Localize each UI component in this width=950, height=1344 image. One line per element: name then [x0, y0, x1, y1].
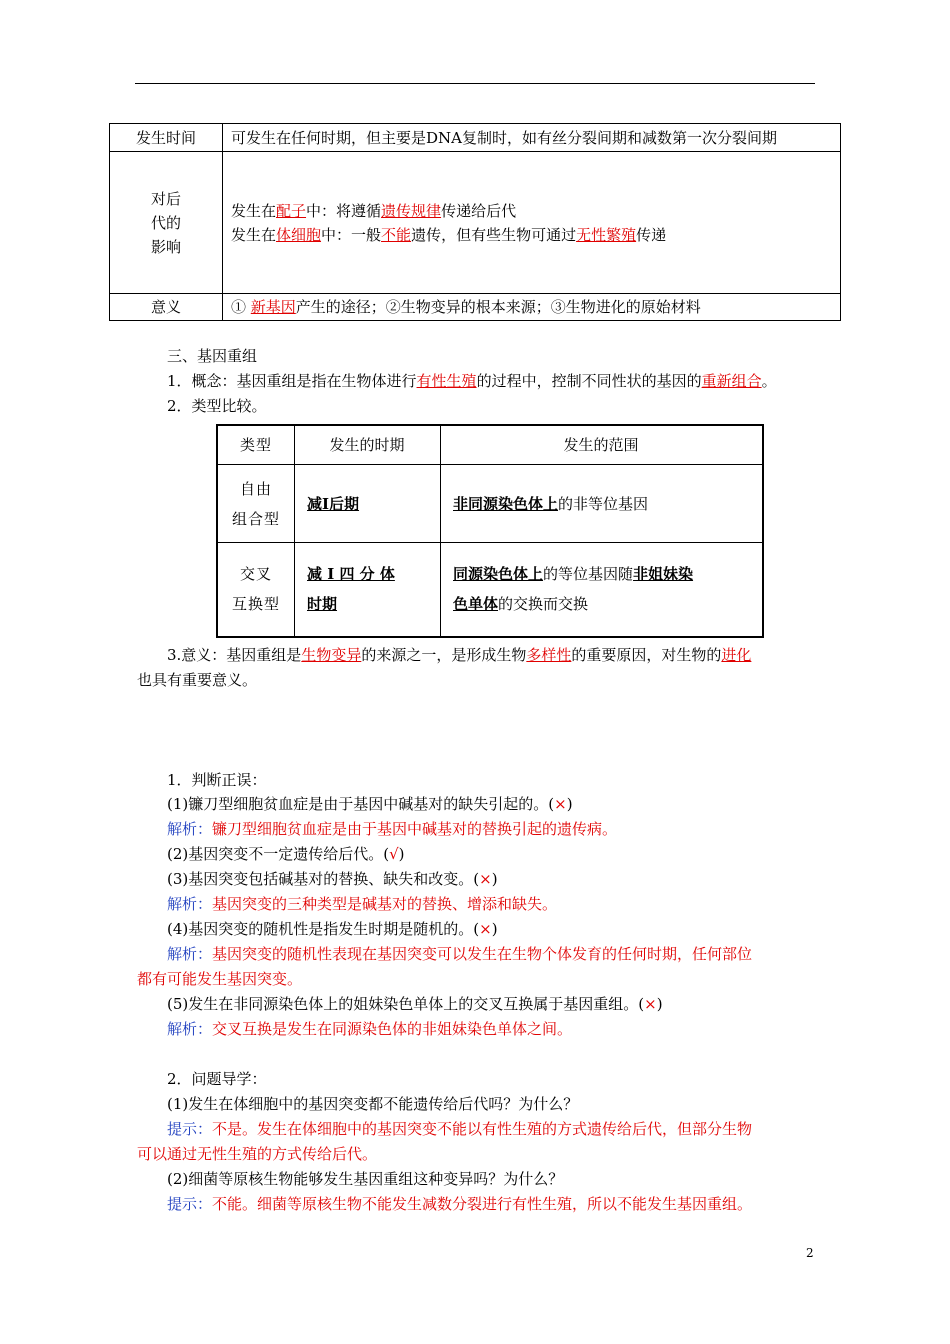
cell-value-time: 可发生在任何时期，但主要是DNA复制时，如有丝分裂间期和减数第一次分裂间期 [223, 124, 841, 152]
effect-line-gamete: 发生在配子中：将遵循遗传规律传递给后代 [231, 201, 517, 220]
header-type: 类型 [217, 425, 295, 465]
page-number: 2 [806, 1246, 814, 1260]
types-title: 2．类型比较。 [167, 397, 267, 415]
hint-2: 提示：不能。细菌等原核生物不能发生减数分裂进行有性生殖，所以不能发生基因重组。 [167, 1195, 753, 1213]
type-crossing-over: 交叉 互换型 [217, 543, 295, 637]
mutation-table [109, 123, 841, 321]
hint-1: 提示：不是。发生在体细胞中的基因突变不能以有性生殖的方式遗传给后代，但部分生物 [167, 1120, 753, 1138]
cell-label-effect: 对后 代的 影响 [110, 152, 223, 294]
recombination-table [216, 424, 764, 638]
cell-label-time: 发生时间 [110, 124, 223, 152]
effect-line-somatic: 发生在体细胞中：一般不能遗传，但有些生物可通过无性繁殖传递 [231, 225, 667, 244]
cell-value-meaning: ① 新基因产生的途径；②生物变异的根本来源；③生物进化的原始材料 [223, 294, 841, 321]
range-crossing-over: 同源染色体上的等位基因随非姐妹染 色单体的交换而交换 [441, 543, 764, 637]
cell-value-effect [223, 152, 841, 294]
question-5: (5)发生在非同源染色体上的姐妹染色单体上的交叉互换属于基因重组。(×) [167, 995, 663, 1013]
guide-question-2: (2)细菌等原核生物能够发生基因重组这种变异吗？为什么？ [167, 1170, 564, 1188]
analysis-3: 解析：基因突变的三种类型是碱基对的替换、增添和缺失。 [167, 895, 558, 913]
hint-1-cont: 可以通过无性生殖的方式传给后代。 [137, 1145, 378, 1163]
range-free-combination: 非同源染色体上的非等位基因 [441, 465, 764, 543]
exercise2-title: 2．问题导学： [167, 1070, 267, 1088]
question-4: (4)基因突变的随机性是指发生时期是随机的。(×) [167, 920, 498, 938]
analysis-5: 解析：交叉互换是发生在同源染色体的非姐妹染色单体之间。 [167, 1020, 573, 1038]
period-free-combination: 减Ⅰ后期 [295, 465, 441, 543]
analysis-1: 解析：镰刀型细胞贫血症是由于基因中碱基对的替换引起的遗传病。 [167, 820, 618, 838]
analysis-4-cont: 都有可能发生基因突变。 [137, 970, 303, 988]
header-range: 发生的范围 [441, 425, 764, 465]
meaning-line-2: 也具有重要意义。 [137, 671, 258, 689]
concept-line: 1．概念：基因重组是指在生物体进行有性生殖的过程中，控制不同性状的基因的重新组合。 [167, 372, 777, 390]
analysis-4: 解析：基因突变的随机性表现在基因突变可以发生在生物个体发育的任何时期，任何部位 [167, 945, 753, 963]
question-3: (3)基因突变包括碱基对的替换、缺失和改变。(×) [167, 870, 498, 888]
header-rule [135, 83, 815, 84]
guide-question-1: (1)发生在体细胞中的基因突变都不能遗传给后代吗？为什么？ [167, 1095, 579, 1113]
section-heading: 三、基因重组 [167, 347, 258, 365]
question-2: (2)基因突变不一定遗传给后代。(√) [167, 845, 405, 863]
period-crossing-over: 减 Ⅰ 四 分 体 时期 [295, 543, 441, 637]
cell-label-meaning: 意义 [110, 294, 223, 321]
header-period: 发生的时期 [295, 425, 441, 465]
question-1: (1)镰刀型细胞贫血症是由于基因中碱基对的缺失引起的。(×) [167, 795, 573, 813]
type-free-combination: 自由 组合型 [217, 465, 295, 543]
exercise1-title: 1．判断正误： [167, 771, 267, 789]
meaning-line-1: 3.意义：基因重组是生物变异的来源之一，是形成生物多样性的重要原因，对生物的进化 [167, 646, 752, 664]
